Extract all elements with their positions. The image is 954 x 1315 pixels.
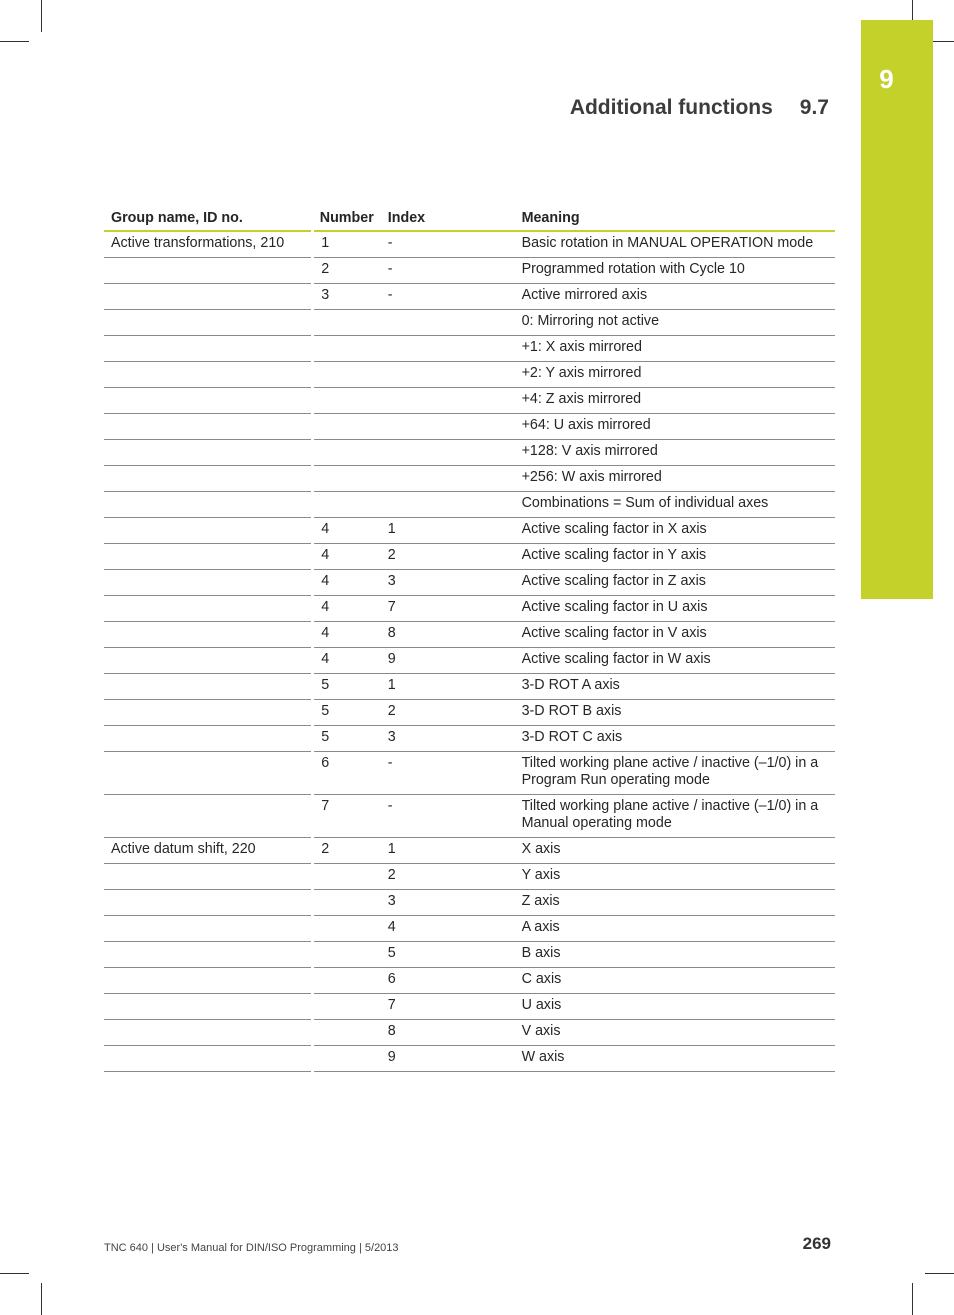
- cell-group: [104, 596, 313, 622]
- cell-number: [313, 466, 381, 492]
- header-title: Additional functions: [569, 96, 773, 119]
- cell-number: [313, 890, 381, 916]
- cell-number: 1: [313, 231, 381, 258]
- cell-group: [104, 648, 313, 674]
- cell-group: [104, 795, 313, 838]
- cell-number: 5: [313, 674, 381, 700]
- cell-index: -: [381, 258, 515, 284]
- cell-meaning: Basic rotation in MANUAL OPERATION mode: [515, 231, 835, 258]
- cell-index: 4: [381, 916, 515, 942]
- table-row: [104, 492, 835, 518]
- table-row: [104, 994, 835, 1020]
- cell-number: 2: [313, 258, 381, 284]
- cell-index: [381, 362, 515, 388]
- cell-number: [313, 362, 381, 388]
- crop-mark: [912, 1283, 913, 1315]
- cell-meaning: +1: X axis mirrored: [515, 336, 835, 362]
- cell-index: [381, 466, 515, 492]
- cell-index: 1: [381, 674, 515, 700]
- cell-group: [104, 890, 313, 916]
- cell-meaning: Active scaling factor in X axis: [515, 518, 835, 544]
- cell-group: [104, 752, 313, 795]
- table-row: [104, 674, 835, 700]
- table-row: [104, 622, 835, 648]
- cell-group: [104, 674, 313, 700]
- cell-meaning: 0: Mirroring not active: [515, 310, 835, 336]
- cell-number: 7: [313, 795, 381, 838]
- cell-index: [381, 414, 515, 440]
- table-row: [104, 890, 835, 916]
- cell-meaning: +64: U axis mirrored: [515, 414, 835, 440]
- cell-number: [313, 388, 381, 414]
- cell-group: [104, 864, 313, 890]
- cell-number: [313, 864, 381, 890]
- cell-number: [313, 968, 381, 994]
- cell-index: [381, 440, 515, 466]
- cell-meaning: Active scaling factor in Y axis: [515, 544, 835, 570]
- cell-index: 9: [381, 1046, 515, 1072]
- column-header-number: Number: [313, 207, 381, 231]
- cell-index: 3: [381, 726, 515, 752]
- table-body: [104, 231, 835, 1072]
- cell-group: [104, 916, 313, 942]
- table-row: [104, 1046, 835, 1072]
- cell-index: 7: [381, 994, 515, 1020]
- table-row: [104, 726, 835, 752]
- table-header-row: [104, 207, 835, 231]
- cell-index: [381, 492, 515, 518]
- cell-number: [313, 1046, 381, 1072]
- cell-meaning: 3-D ROT C axis: [515, 726, 835, 752]
- column-header-index: Index: [381, 207, 515, 231]
- cell-meaning: +128: V axis mirrored: [515, 440, 835, 466]
- cell-index: 9: [381, 648, 515, 674]
- cell-group: [104, 336, 313, 362]
- cell-number: 6: [313, 752, 381, 795]
- cell-number: [313, 336, 381, 362]
- cell-meaning: Tilted working plane active / inactive (–1/0) in a Program Run operating mode: [515, 752, 835, 795]
- cell-meaning: Active scaling factor in U axis: [515, 596, 835, 622]
- cell-meaning: Active scaling factor in V axis: [515, 622, 835, 648]
- cell-index: [381, 336, 515, 362]
- cell-index: 2: [381, 700, 515, 726]
- table-row: [104, 1020, 835, 1046]
- table-row: [104, 795, 835, 838]
- cell-group: [104, 726, 313, 752]
- cell-number: 2: [313, 838, 381, 864]
- cell-index: 7: [381, 596, 515, 622]
- table-row: [104, 864, 835, 890]
- table-row: [104, 596, 835, 622]
- cell-group: [104, 518, 313, 544]
- cell-index: 2: [381, 864, 515, 890]
- cell-group: [104, 284, 313, 310]
- table-row: [104, 284, 835, 310]
- cell-group: Active datum shift, 220: [104, 838, 313, 864]
- page-header: [0, 96, 829, 120]
- cell-group: [104, 622, 313, 648]
- table-row: [104, 518, 835, 544]
- cell-index: -: [381, 752, 515, 795]
- table-row: [104, 968, 835, 994]
- cell-number: [313, 1020, 381, 1046]
- table-row: [104, 752, 835, 795]
- cell-number: 4: [313, 570, 381, 596]
- cell-group: [104, 258, 313, 284]
- chapter-number: 9: [879, 64, 894, 94]
- table-row: [104, 942, 835, 968]
- cell-group: [104, 1046, 313, 1072]
- cell-group: [104, 994, 313, 1020]
- cell-index: 6: [381, 968, 515, 994]
- cell-meaning: A axis: [515, 916, 835, 942]
- cell-meaning: W axis: [515, 1046, 835, 1072]
- cell-meaning: V axis: [515, 1020, 835, 1046]
- cell-group: [104, 570, 313, 596]
- cell-meaning: Y axis: [515, 864, 835, 890]
- cell-number: 4: [313, 648, 381, 674]
- table-row: [104, 916, 835, 942]
- cell-index: 2: [381, 544, 515, 570]
- table-row: [104, 362, 835, 388]
- cell-number: [313, 310, 381, 336]
- cell-number: [313, 440, 381, 466]
- table-row: [104, 838, 835, 864]
- cell-number: [313, 994, 381, 1020]
- crop-mark: [0, 1273, 29, 1274]
- cell-number: 4: [313, 518, 381, 544]
- table-row: [104, 570, 835, 596]
- cell-group: [104, 440, 313, 466]
- cell-number: [313, 492, 381, 518]
- cell-number: 4: [313, 622, 381, 648]
- cell-number: [313, 414, 381, 440]
- crop-mark: [912, 0, 913, 20]
- column-header-meaning: Meaning: [515, 207, 835, 231]
- cell-number: 3: [313, 284, 381, 310]
- cell-meaning: Active mirrored axis: [515, 284, 835, 310]
- footer-text: TNC 640 | User's Manual for DIN/ISO Programming | 5/2013: [104, 1242, 399, 1254]
- cell-group: [104, 544, 313, 570]
- page-number: 269: [802, 1234, 831, 1253]
- cell-meaning: +2: Y axis mirrored: [515, 362, 835, 388]
- cell-group: [104, 968, 313, 994]
- table-row: [104, 544, 835, 570]
- header-section: 9.7: [799, 96, 829, 119]
- table-row: [104, 466, 835, 492]
- cell-index: -: [381, 795, 515, 838]
- cell-meaning: X axis: [515, 838, 835, 864]
- cell-index: 1: [381, 518, 515, 544]
- cell-meaning: C axis: [515, 968, 835, 994]
- crop-mark: [41, 0, 42, 32]
- cell-meaning: Active scaling factor in W axis: [515, 648, 835, 674]
- cell-index: 3: [381, 570, 515, 596]
- crop-mark: [41, 1283, 42, 1315]
- cell-number: 5: [313, 700, 381, 726]
- cell-group: [104, 492, 313, 518]
- cell-meaning: B axis: [515, 942, 835, 968]
- cell-group: [104, 942, 313, 968]
- cell-number: 4: [313, 596, 381, 622]
- cell-group: [104, 362, 313, 388]
- cell-group: Active transformations, 210: [104, 231, 313, 258]
- crop-mark: [925, 1273, 954, 1274]
- column-header-group: Group name, ID no.: [104, 207, 313, 231]
- cell-meaning: +4: Z axis mirrored: [515, 388, 835, 414]
- table-row: [104, 231, 835, 258]
- cell-meaning: U axis: [515, 994, 835, 1020]
- cell-index: 3: [381, 890, 515, 916]
- table-row: [104, 388, 835, 414]
- cell-number: [313, 916, 381, 942]
- cell-group: [104, 414, 313, 440]
- table-row: [104, 258, 835, 284]
- cell-meaning: +256: W axis mirrored: [515, 466, 835, 492]
- cell-group: [104, 700, 313, 726]
- cell-index: 5: [381, 942, 515, 968]
- cell-meaning: Combinations = Sum of individual axes: [515, 492, 835, 518]
- table-row: [104, 310, 835, 336]
- table-row: [104, 414, 835, 440]
- table-row: [104, 648, 835, 674]
- cell-meaning: Programmed rotation with Cycle 10: [515, 258, 835, 284]
- cell-meaning: Z axis: [515, 890, 835, 916]
- chapter-tab: [861, 20, 933, 599]
- cell-index: 8: [381, 1020, 515, 1046]
- cell-group: [104, 1020, 313, 1046]
- cell-group: [104, 466, 313, 492]
- cell-meaning: Tilted working plane active / inactive (–1/0) in a Manual operating mode: [515, 795, 835, 838]
- crop-mark: [0, 41, 29, 42]
- parameter-table: [104, 207, 835, 1072]
- cell-number: 5: [313, 726, 381, 752]
- cell-index: -: [381, 231, 515, 258]
- cell-number: 4: [313, 544, 381, 570]
- cell-index: [381, 388, 515, 414]
- cell-index: 1: [381, 838, 515, 864]
- cell-index: [381, 310, 515, 336]
- cell-meaning: 3-D ROT A axis: [515, 674, 835, 700]
- cell-number: [313, 942, 381, 968]
- cell-index: -: [381, 284, 515, 310]
- table-row: [104, 336, 835, 362]
- table-row: [104, 440, 835, 466]
- table-row: [104, 700, 835, 726]
- cell-group: [104, 388, 313, 414]
- cell-meaning: 3-D ROT B axis: [515, 700, 835, 726]
- cell-meaning: Active scaling factor in Z axis: [515, 570, 835, 596]
- cell-index: 8: [381, 622, 515, 648]
- cell-group: [104, 310, 313, 336]
